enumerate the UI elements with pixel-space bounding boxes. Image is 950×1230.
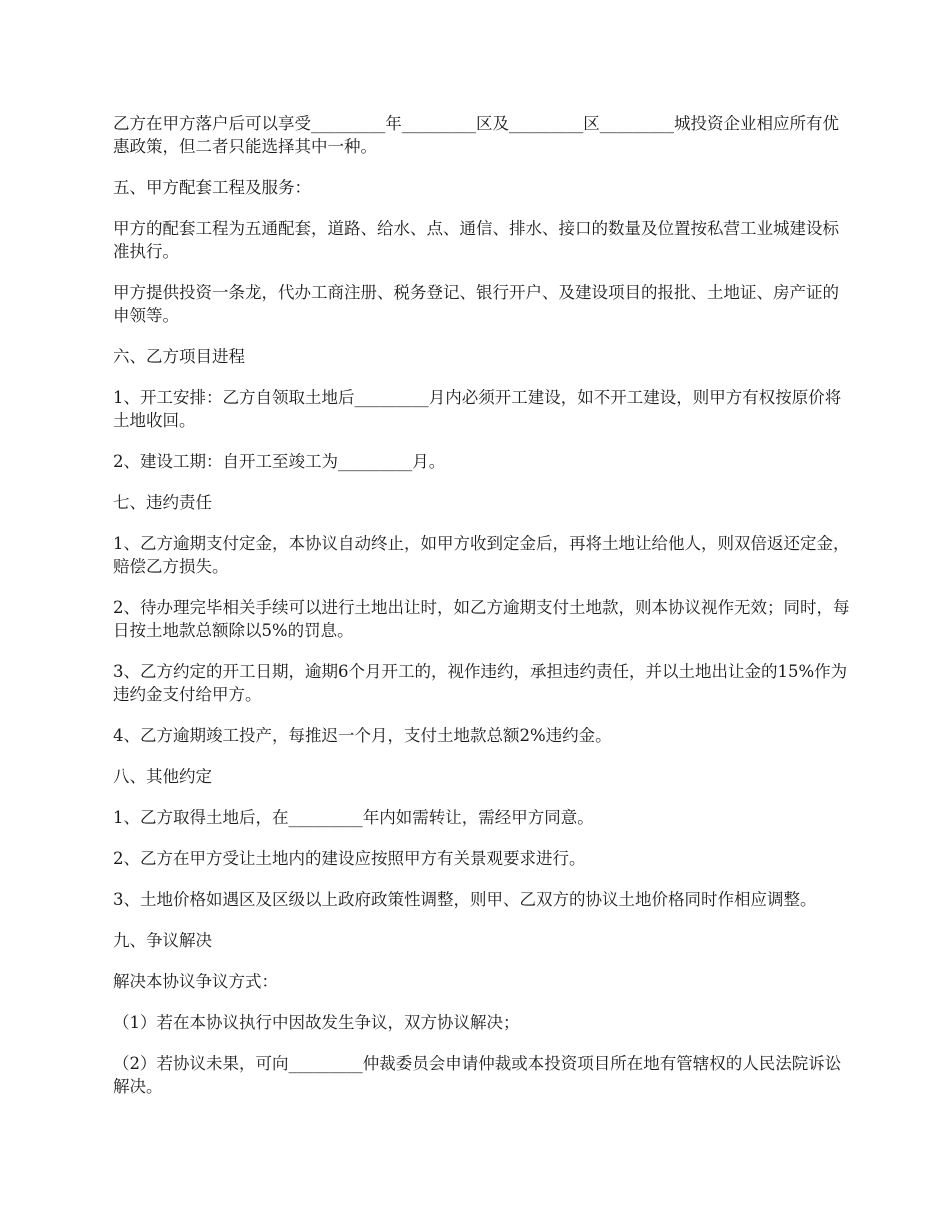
paragraph-landscape: 2、乙方在甲方受让土地内的建设应按照甲方有关景观要求进行。 [113, 849, 586, 868]
paragraph-one-stop-service: 甲方提供投资一条龙，代办工商注册、税务登记、银行开户、及建设项目的报批、土地证、房产证的申领等。 [113, 283, 839, 325]
paragraph-completion-delay: 4、乙方逾期竣工投产，每推迟一个月，支付土地款总额2%违约金。 [113, 726, 612, 745]
section-heading-9: 九、争议解决 [113, 931, 212, 950]
paragraph-start-schedule: 1、开工安排：乙方自领取土地后_________月内必须开工建设，如不开工建设，则甲方有权按原价将土地收回。 [113, 388, 842, 430]
paragraph-dispute-arbitration: （2）若协议未果，可向_________仲裁委员会申请仲裁或本投资项目所在地有管辖权的人民法院诉讼解决。 [113, 1054, 842, 1096]
paragraph-deposit-default: 1、乙方逾期支付定金，本协议自动终止，如甲方收到定金后，再将土地让给他人，则双倍返还定金，赔偿乙方损失。 [113, 534, 850, 576]
paragraph-supporting-works: 甲方的配套工程为五通配套，道路、给水、点、通信、排水、接口的数量及位置按私营工业城建设标准执行。 [113, 219, 839, 261]
section-heading-8: 八、其他约定 [113, 767, 212, 786]
paragraph-construction-period: 2、建设工期：自开工至竣工为_________月。 [113, 452, 446, 471]
section-heading-6: 六、乙方项目进程 [113, 347, 245, 366]
paragraph-payment-default: 2、待办理完毕相关手续可以进行土地出让时，如乙方逾期支付土地款，则本协议视作无效；同时，每日按土地款总额除以5%的罚息。 [113, 598, 850, 640]
paragraph-transfer: 1、乙方取得土地后，在_________年内如需转让，需经甲方同意。 [113, 808, 594, 827]
section-heading-5: 五、甲方配套工程及服务： [113, 178, 311, 197]
paragraph-dispute-method: 解决本协议争议方式： [113, 972, 278, 991]
paragraph-dispute-negotiation: （1）若在本协议执行中因故发生争议，双方协议解决； [113, 1013, 520, 1032]
paragraph-preferential-policy: 乙方在甲方落户后可以享受_________年_________区及_________区_________城投资企业相应所有优惠政策，但二者只能选择其中一种。 [113, 114, 839, 156]
paragraph-price-adjustment: 3、土地价格如遇区及区级以上政府政策性调整，则甲、乙双方的协议土地价格同时作相应调整。 [113, 890, 817, 909]
paragraph-start-delay-default: 3、乙方约定的开工日期，逾期6个月开工的，视作违约，承担违约责任，并以土地出让金的15%作为违约金支付给甲方。 [113, 662, 848, 704]
section-heading-7: 七、违约责任 [113, 493, 212, 512]
document-body [113, 112, 853, 1116]
